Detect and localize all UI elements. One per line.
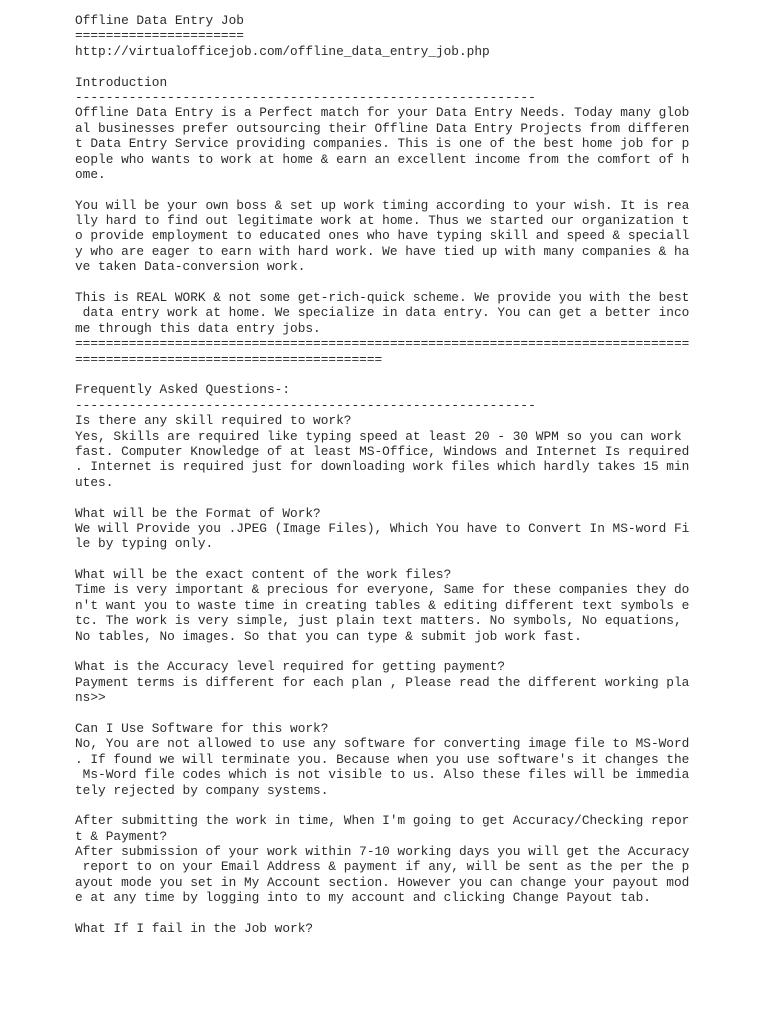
text-line: We will Provide you .JPEG (Image Files), Which You have to Convert In MS-word Fi	[75, 520, 690, 536]
text-line: ome.	[75, 166, 106, 182]
text-line: eople who wants to work at home & earn an excellent income from the comfort of h	[75, 151, 690, 167]
text-line: . If found we will terminate you. Because when you use software's it changes the	[75, 751, 690, 767]
text-line: Offline Data Entry is a Perfect match for your Data Entry Needs. Today many glob	[75, 105, 690, 121]
text-line: What will be the exact content of the work files?	[75, 567, 452, 583]
text-line: data entry work at home. We specialize in data entry. You can get a better inco	[75, 305, 690, 321]
blank-line	[75, 552, 715, 567]
text-line: ns>>	[75, 690, 106, 706]
blank-line	[75, 906, 715, 921]
text-line: le by typing only.	[75, 536, 214, 552]
blank-line	[75, 182, 715, 197]
blank-line	[75, 367, 715, 382]
text-line: Is there any skill required to work?	[75, 413, 352, 429]
text-line: utes.	[75, 474, 114, 490]
text-line: After submission of your work within 7-10 working days you will get the Accuracy	[75, 844, 690, 860]
text-line: e at any time by logging into to my account and clicking Change Payout tab.	[75, 890, 651, 906]
text-line: fast. Computer Knowledge of at least MS-Office, Windows and Internet Is required	[75, 443, 690, 459]
text-line: n't want you to waste time in creating tables & editing different text symbols e	[75, 597, 690, 613]
text-line: Time is very important & precious for everyone, Same for these companies they do	[75, 582, 690, 598]
text-line: t Data Entry Service providing companies. This is one of the best home job for p	[75, 136, 690, 152]
blank-line	[75, 490, 715, 505]
text-line: o provide employment to educated ones who have typing skill and speed & speciall	[75, 228, 690, 244]
blank-line	[75, 798, 715, 813]
text-line: Can I Use Software for this work?	[75, 720, 329, 736]
text-line: What will be the Format of Work?	[75, 505, 321, 521]
text-line: tc. The work is very simple, just plain text matters. No symbols, No equations,	[75, 613, 682, 629]
text-line: me through this data entry jobs.	[75, 320, 321, 336]
blank-line	[75, 275, 715, 290]
text-line: What is the Accuracy level required for getting payment?	[75, 659, 506, 675]
text-line: Yes, Skills are required like typing speed at least 20 - 30 WPM so you can work	[75, 428, 682, 444]
text-line: ================================================================================	[75, 336, 690, 352]
text-line: No tables, No images. So that you can type & submit job work fast.	[75, 628, 582, 644]
text-line: ======================	[75, 28, 244, 44]
text-line: Introduction	[75, 74, 168, 90]
text-line: Payment terms is different for each plan , Please read the different working pla	[75, 674, 690, 690]
blank-line	[75, 706, 715, 721]
blank-line	[75, 59, 715, 74]
text-line: ve taken Data-conversion work.	[75, 259, 306, 275]
text-line: lly hard to find out legitimate work at home. Thus we started our organization t	[75, 213, 690, 229]
text-line: al businesses prefer outsourcing their Offline Data Entry Projects from differen	[75, 120, 690, 136]
text-line: After submitting the work in time, When I'm going to get Accuracy/Checking repor	[75, 813, 690, 829]
text-line: ------------------------------------------------------------	[75, 89, 536, 105]
text-line: What If I fail in the Job work?	[75, 921, 314, 937]
text-line: ayout mode you set in My Account section. However you can change your payout mod	[75, 874, 690, 890]
text-line: Ms-Word file codes which is not visible to us. Also these files will be immedia	[75, 767, 690, 783]
text-line: Frequently Asked Questions-:	[75, 382, 291, 398]
text-line: This is REAL WORK & not some get-rich-quick scheme. We provide you with the best	[75, 290, 690, 306]
text-line: You will be your own boss & set up work timing according to your wish. It is rea	[75, 197, 690, 213]
text-line: report to on your Email Address & payment if any, will be sent as the per the p	[75, 859, 690, 875]
text-line: ========================================	[75, 351, 383, 367]
text-line: t & Payment?	[75, 828, 168, 844]
blank-line	[75, 644, 715, 659]
text-line: No, You are not allowed to use any software for converting image file to MS-Word	[75, 736, 690, 752]
text-line: . Internet is required just for downloading work files which hardly takes 15 min	[75, 459, 690, 475]
text-line: Offline Data Entry Job	[75, 13, 244, 28]
text-line: tely rejected by company systems.	[75, 782, 329, 798]
text-line: y who are eager to earn with hard work. We have tied up with many companies & ha	[75, 243, 690, 259]
text-line: ------------------------------------------------------------	[75, 397, 536, 413]
text-line: http://virtualofficejob.com/offline_data_entry_job.php	[75, 43, 490, 59]
document-body	[75, 13, 715, 936]
